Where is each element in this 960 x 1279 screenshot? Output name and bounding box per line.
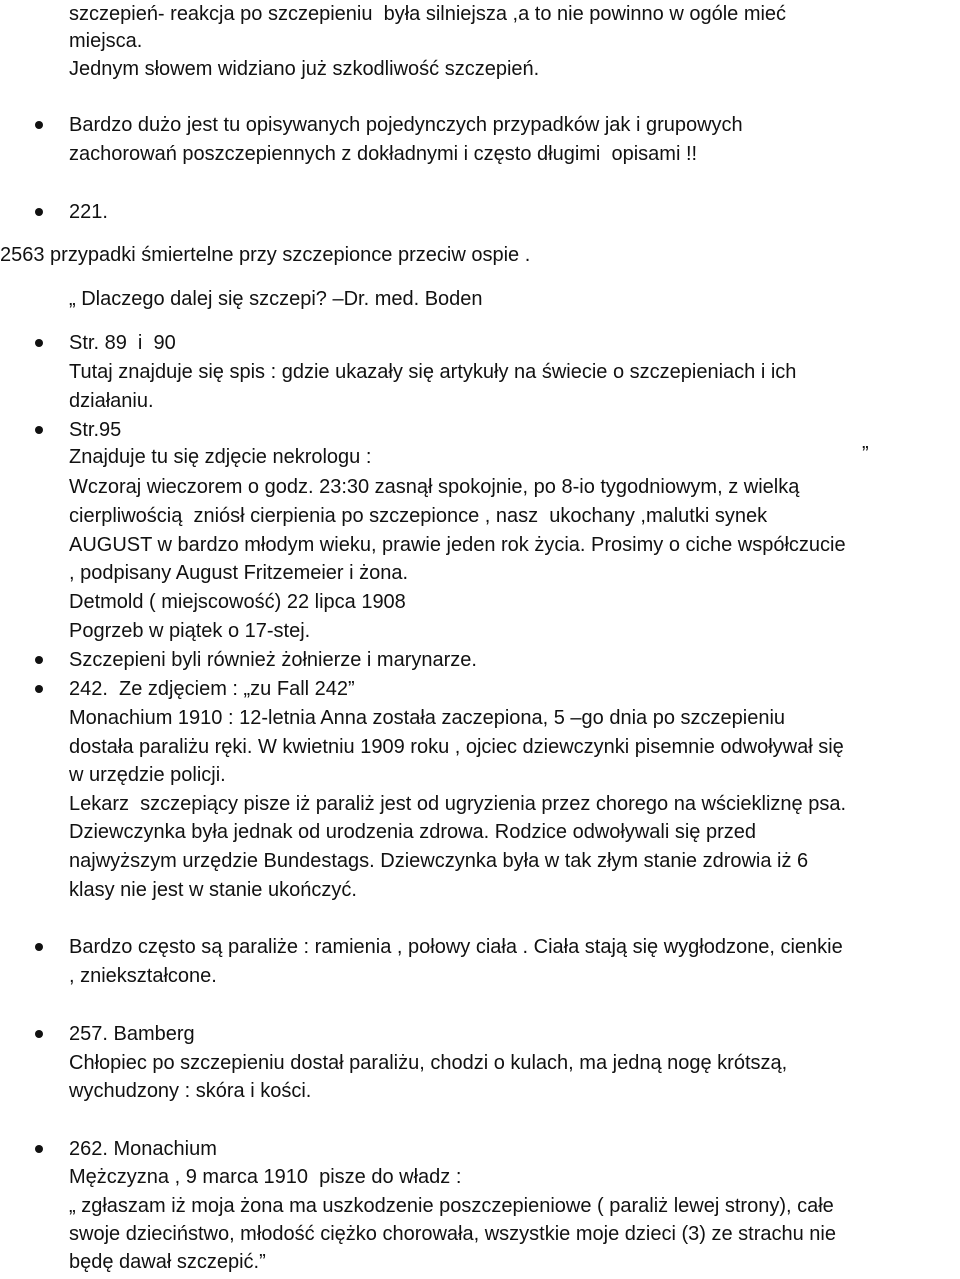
text-line: Dziewczynka była jednak od urodzenia zdrowa. Rodzice odwoływali się przed [69,821,757,843]
text-line: 2563 przypadki śmiertelne przy szczepionce przeciw ospie . [0,244,531,266]
text-line: Bardzo dużo jest tu opisywanych pojedynczych przypadków jak i grupowych [69,114,743,136]
bullet-icon [35,1030,43,1038]
text-line: Mężczyzna , 9 marca 1910 pisze do władz : [69,1166,462,1188]
text-line: cierpliwością zniósł cierpienia po szczepionce , nasz ukochany ,malutki synek [69,505,768,527]
text-line: AUGUST w bardzo młodym wieku, prawie jeden rok życia. Prosimy o ciche współczucie [69,534,846,556]
text-line: 262. Monachium [69,1138,217,1160]
text-line: miejsca. [69,30,143,52]
text-line: Lekarz szczepiący pisze iż paraliż jest od ugryzienia przez chorego na wściekliznę psa. [69,793,847,815]
text-line: Znajduje tu się zdjęcie nekrologu : [69,446,372,468]
text-line: zachorowań poszczepiennych z dokładnymi i często długimi opisami !! [69,143,698,165]
text-line: 242. Ze zdjęciem : „zu Fall 242” [69,678,355,700]
text-line: najwyższym urzędzie Bundestags. Dziewczynka była w tak złym stanie zdrowia iż 6 [69,850,809,872]
text-line: działaniu. [69,390,154,412]
bullet-icon [35,656,43,664]
text-line: swoje dzieciństwo, młodość ciężko chorowała, wszystkie moje dzieci (3) ze strachu nie [69,1223,836,1245]
text-line: Bardzo często są paraliże : ramienia , połowy ciała . Ciała stają się wygłodzone, cienkie [69,936,843,958]
bullet-icon [35,943,43,951]
bullet-icon [35,1145,43,1153]
text-line: Szczepieni byli również żołnierze i marynarze. [69,649,477,671]
text-line: 221. [69,201,108,223]
text-line: Str. 89 i 90 [69,332,176,354]
text-line: Str.95 [69,419,122,441]
text-line: będę dawał szczepić.” [69,1251,266,1273]
bullet-icon [35,339,43,347]
bullet-icon [35,208,43,216]
text-line: szczepień- reakcja po szczepieniu była silniejsza ,a to nie powinno w ogóle mieć [69,3,787,25]
text-line: Jednym słowem widziano już szkodliwość szczepień. [69,58,540,80]
text-line: , podpisany August Fritzemeier i żona. [69,562,409,584]
text-line: , zniekształcone. [69,965,217,987]
text-line: Monachium 1910 : 12-letnia Anna została zaczepiona, 5 –go dnia po szczepieniu [69,707,786,729]
text-line: Chłopiec po szczepieniu dostał paraliżu, chodzi o kulach, ma jedną nogę krótszą, [69,1052,788,1074]
text-line: Tutaj znajduje się spis : gdzie ukazały się artykuły na świecie o szczepieniach i ich [69,361,797,383]
text-line: wychudzony : skóra i kości. [69,1080,312,1102]
bullet-icon [35,685,43,693]
text-line: Pogrzeb w piątek o 17-stej. [69,620,311,642]
text-line: dostała paraliżu ręki. W kwietniu 1909 roku , ojciec dziewczynki pisemnie odwoływał się [69,736,844,758]
text-line: „ zgłaszam iż moja żona ma uszkodzenie poszczepieniowe ( paraliż lewej strony), całe [69,1195,834,1217]
text-line: klasy nie jest w stanie ukończyć. [69,879,357,901]
quote-mark: ” [862,443,869,465]
text-line: 257. Bamberg [69,1023,195,1045]
text-line: „ Dlaczego dalej się szczepi? –Dr. med. Boden [69,288,483,310]
bullet-icon [35,121,43,129]
text-line: Detmold ( miejscowość) 22 lipca 1908 [69,591,406,613]
text-line: w urzędzie policji. [69,764,226,786]
bullet-icon [35,426,43,434]
text-line: Wczoraj wieczorem o godz. 23:30 zasnął spokojnie, po 8-io tygodniowym, z wielką [69,476,800,498]
